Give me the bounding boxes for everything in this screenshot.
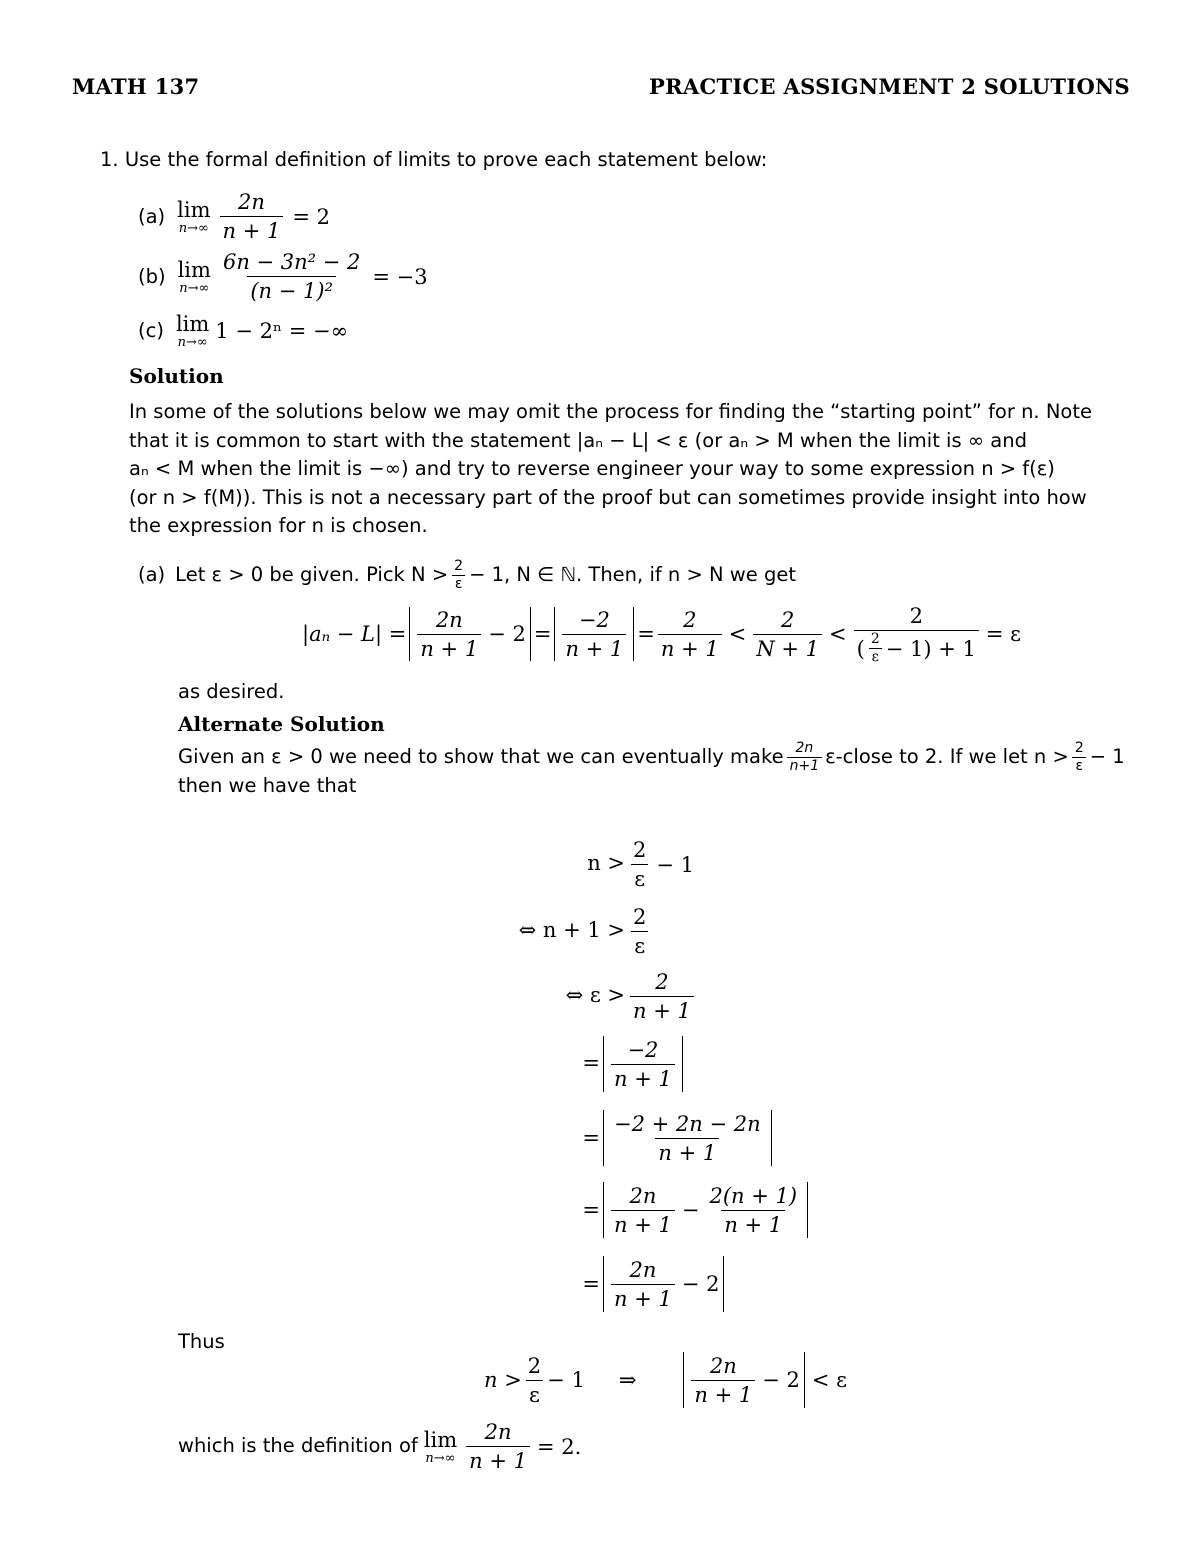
frac-num: −2 + 2n − 2n: [614, 1111, 761, 1136]
frac: [630, 905, 649, 958]
lim: [424, 1428, 457, 1465]
frac: [658, 608, 722, 661]
frac-num: 2: [633, 838, 647, 862]
frac: [611, 1038, 675, 1091]
lim-word: lim: [423, 1428, 458, 1452]
course-title: MATH 137: [72, 74, 200, 99]
minus: −: [681, 1198, 700, 1222]
frac-num: 2n: [238, 190, 265, 214]
abs-value: [603, 1036, 683, 1092]
frac-num: 2(n + 1): [709, 1183, 798, 1208]
lim-sub: n→∞: [177, 335, 208, 350]
frac-num: 2n: [435, 607, 463, 632]
paren: (: [856, 636, 865, 661]
label-b: (b): [138, 265, 166, 288]
frac: [691, 1354, 755, 1407]
frac-num: 2: [683, 607, 697, 632]
frac-num: 2: [454, 558, 464, 574]
abs-value-1: [409, 607, 530, 661]
label-a: (a): [138, 205, 166, 228]
implication: [484, 1352, 847, 1408]
tail: − 1: [547, 1368, 585, 1392]
abs-value: [683, 1352, 804, 1408]
frac: [525, 1354, 544, 1407]
label-c: (c): [138, 319, 164, 342]
frac-den: ε: [452, 575, 466, 591]
frac-num: 2: [1074, 740, 1084, 756]
frac-num: 2n: [629, 1183, 657, 1208]
expr-c: 1 − 2ⁿ = −∞: [215, 318, 349, 343]
chain-rhs: [600, 1110, 775, 1166]
frac-den: n + 1: [611, 1284, 675, 1311]
chain-rhs: [627, 905, 652, 958]
lim-word: lim: [177, 198, 211, 222]
tail: − 2: [488, 622, 526, 646]
frac-num: 2: [870, 631, 880, 647]
frac-den: n + 1: [655, 1138, 719, 1165]
frac-a: [220, 190, 284, 243]
alternate-heading: Alternate Solution: [178, 712, 385, 736]
frac: [611, 1258, 675, 1311]
lim-c: [176, 312, 209, 349]
problem-statement: [100, 146, 767, 175]
problem-number: 1.: [100, 148, 119, 171]
frac-num: 2: [655, 970, 669, 994]
inline-frac: [787, 742, 823, 773]
chain-rel: =: [582, 1126, 600, 1150]
chain-rhs: [600, 1036, 686, 1092]
frac-num: 6n − 3n² − 2: [222, 250, 361, 274]
frac: [466, 1420, 530, 1473]
frac-den: n + 1: [691, 1380, 755, 1407]
frac-den: ε: [1072, 757, 1086, 773]
final-line: [178, 1420, 581, 1473]
frac-den: [854, 630, 979, 664]
inner-frac: [868, 633, 883, 664]
frac-den: ε: [631, 864, 648, 891]
part-a-display: [302, 604, 1021, 664]
intro-line: that it is common to start with the statement |aₙ − L| < ε (or aₙ > M when the limit is ∞ and: [129, 428, 1027, 452]
frac-den: n + 1: [562, 634, 626, 661]
frac-num: 2: [781, 607, 795, 632]
chain-rel: =: [582, 1272, 600, 1296]
abs-value: [603, 1110, 772, 1166]
frac-num: 2: [527, 1353, 542, 1378]
frac-den: ε: [869, 648, 882, 664]
chain-rel: ⇔ ε >: [565, 983, 625, 1007]
lim-word: lim: [175, 312, 210, 336]
tail: − 2: [681, 1272, 720, 1296]
end: = ε: [985, 622, 1022, 646]
thus: Thus: [178, 1330, 225, 1353]
equals: =: [637, 622, 655, 646]
frac: [706, 1184, 800, 1237]
intro-line: In some of the solutions below we may omit the process for finding the “starting point” for n. Note: [129, 400, 1092, 423]
frac-den: ε: [631, 931, 648, 958]
abs-value-2: [554, 607, 634, 661]
rhs-b: = −3: [372, 264, 428, 289]
lhs: |aₙ − L| =: [302, 622, 407, 646]
frac-den: n + 1: [220, 216, 284, 243]
frac-num: 2: [909, 604, 923, 628]
den-tail: − 1) + 1: [885, 636, 976, 661]
less-than: <: [728, 622, 747, 646]
chain-rhs: [627, 838, 694, 891]
intro-line: the expression for n is chosen.: [129, 514, 428, 537]
chain-rhs: [600, 1182, 811, 1238]
lim-a: [177, 198, 210, 235]
rhs-a: = 2: [292, 204, 331, 229]
statement-a: [138, 190, 330, 243]
frac-b: [220, 250, 363, 303]
intro-line: (or n > f(M)). This is not a necessary part of the proof but can sometimes provide insight into how: [129, 485, 1087, 509]
frac-den: N + 1: [753, 634, 822, 661]
frac-num: −2: [578, 607, 610, 632]
lim-sub: n→∞: [178, 221, 209, 236]
lim-sub: n→∞: [179, 281, 210, 296]
text: ε-close to 2. If we let n >: [825, 745, 1069, 769]
part-a-text-before: Let ε > 0 be given. Pick N >: [175, 563, 449, 587]
as-desired: as desired.: [178, 680, 285, 703]
lhs-rel: n >: [484, 1368, 522, 1392]
frac: [854, 604, 979, 664]
alternate-line-2: then we have that: [178, 774, 357, 797]
lim-b: [178, 258, 211, 295]
chain-rhs: [600, 1256, 727, 1312]
frac-den: n + 1: [630, 996, 694, 1023]
frac-num: 2n: [795, 740, 814, 756]
frac-num: 2n: [629, 1257, 657, 1282]
frac-den: n + 1: [611, 1210, 675, 1237]
equals: =: [533, 622, 552, 646]
frac-den: n + 1: [721, 1210, 785, 1237]
final-limit: [424, 1420, 582, 1473]
implies-arrow: ⇒: [618, 1368, 637, 1392]
abs-value: [603, 1256, 724, 1312]
intro-line: aₙ < M when the limit is −∞) and try to reverse engineer your way to some expression n > f(ε): [129, 457, 1055, 480]
lim-word: lim: [177, 258, 211, 282]
tail: − 1: [656, 852, 695, 877]
solution-heading: Solution: [129, 364, 224, 388]
chain-rel: n >: [587, 851, 625, 875]
frac-den: n + 1: [417, 634, 481, 661]
frac-den: n + 1: [611, 1064, 675, 1091]
statement-b: [138, 250, 428, 303]
frac-num: −2: [627, 1037, 659, 1062]
document-title: PRACTICE ASSIGNMENT 2 SOLUTIONS: [649, 74, 1130, 99]
frac-den: n+1: [787, 757, 823, 773]
less-than: <: [829, 622, 847, 646]
frac-den: n + 1: [658, 634, 722, 661]
tail: − 2: [762, 1368, 800, 1392]
part-a-text-after: − 1, N ∈ ℕ. Then, if n > N we get: [469, 563, 796, 587]
end: < ε: [811, 1368, 848, 1392]
frac: [753, 608, 822, 661]
frac: [417, 608, 481, 661]
final-text: which is the definition of: [178, 1434, 418, 1458]
chain-rel: ⇔ n + 1 >: [518, 918, 625, 942]
frac-num: 2: [633, 905, 647, 929]
chain-rel: =: [582, 1051, 600, 1075]
solution-intro: [129, 398, 1134, 541]
frac: [611, 1184, 675, 1237]
frac-num: 2n: [709, 1353, 737, 1378]
text: Given an ε > 0 we need to show that we can eventually make: [178, 745, 784, 769]
problem-text: Use the formal definition of limits to prove each statement below:: [124, 148, 768, 171]
lim-sub: n→∞: [425, 1451, 456, 1466]
frac: [611, 1112, 764, 1165]
chain-rhs: [627, 970, 697, 1023]
pick-frac: [451, 560, 466, 591]
text: − 1: [1089, 745, 1125, 769]
frac-den: (n − 1)²: [247, 276, 336, 303]
rhs: = 2.: [536, 1434, 582, 1459]
frac: [630, 970, 694, 1023]
abs-value: [603, 1182, 808, 1238]
part-a-intro: [138, 560, 796, 591]
frac-num: 2n: [484, 1420, 512, 1444]
frac: [562, 608, 626, 661]
alternate-line-1: [178, 742, 1125, 773]
chain-rel: =: [582, 1198, 600, 1222]
inline-frac: [1072, 742, 1087, 773]
statement-c: [138, 312, 348, 349]
frac-den: n + 1: [466, 1446, 530, 1473]
frac-den: ε: [526, 1380, 543, 1407]
frac: [630, 838, 649, 891]
part-a-label: (a): [138, 563, 166, 587]
